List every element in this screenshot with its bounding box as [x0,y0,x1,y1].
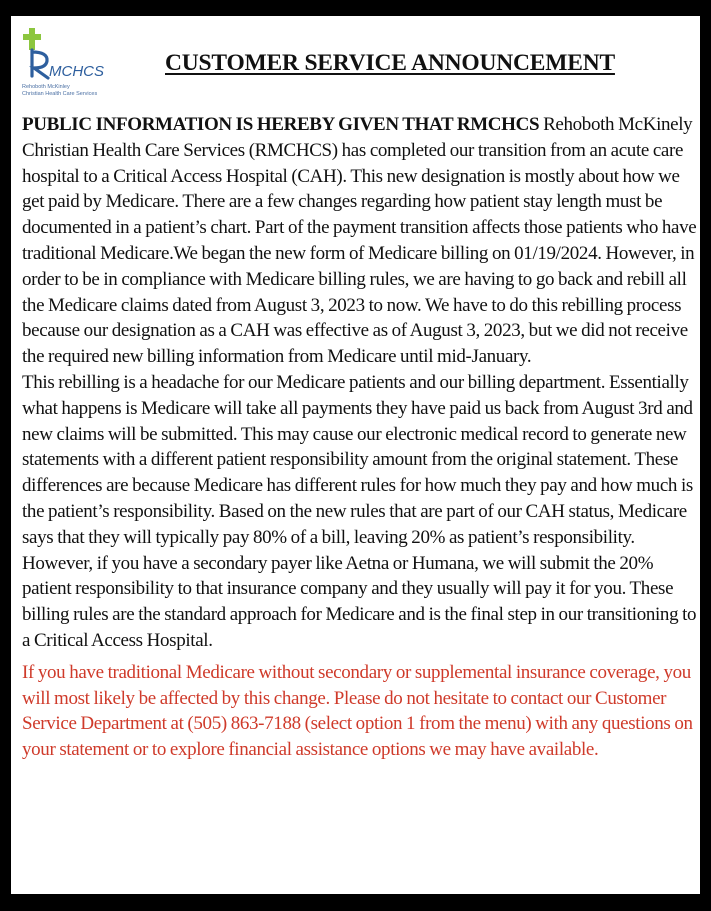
announcement-page [11,16,700,894]
logo-wordmark: MCHCS [49,63,104,80]
paragraph-rebilling: This rebilling is a headache for our Medicare patients and our billing department. Essentially what happens is Medicare will take all payments they have paid us back from August 3rd and new claims will be submitted. This may cause our electronic medical record to generate new statements with a different patient responsibility amount from the original statement. These differences are because Medicare has different rules for how much they pay and how much is the patient’s responsibility. Based on the new rules that are part of our CAH status, Medicare says that they will typically pay 80% of a bill, leaving 20% as patient’s responsibility. However, if you have a secondary payer like Aetna or Humana, we will submit the 20% patient responsibility to that insurance company and they usually will pay it for you. These billing rules are the standard approach for Medicare and is the final step in our transitioning to a Critical Access Hospital. [22,371,697,651]
logo-subtitle [22,84,132,98]
rmchcs-logo-mark [20,26,120,84]
public-information-lead: PUBLIC INFORMATION IS HEREBY GIVEN THAT RMCHCS [22,114,540,135]
paragraph-intro-text: Rehoboth McKinely Christian Health Care Services (RMCHCS) has completed our transition from an acute care hospital to a Critical Access Hospital (CAH). This new designation is mostly about how we get paid by Medicare. There are a few changes regarding how patient stay length must be documented in a patient’s chart. Part of the payment transition affects those patients who have traditional Medicare.We began the new form of Medicare billing on 01/19/2024. However, in order to be in compliance with Medicare billing rules, we are having to go back and rebill all the Medicare claims dated from August 3, 2023 to now. We have to do this rebilling process because our designation as a CAH was effective as of August 3, 2023, but we did not receive the required new billing information from Medicare until mid-January. [22,114,697,368]
paragraph-intro [22,112,697,370]
contact-notice: If you have traditional Medicare without secondary or supplemental insurance coverage, you will most likely be affected by this change. Please do not hesitate to contact our Customer Service Department at (505) 863-7188 (select option 1 from the menu) with any questions on your statement or to explore financial assistance options we may have available. [22,661,693,761]
rmchcs-logo [20,26,120,106]
page-title: CUSTOMER SERVICE ANNOUNCEMENT [165,50,615,76]
logo-subtitle-line2: Christian Health Care Services [22,91,98,97]
logo-subtitle-line1: Rehoboth McKinley [22,84,70,90]
announcement-body [22,112,697,763]
